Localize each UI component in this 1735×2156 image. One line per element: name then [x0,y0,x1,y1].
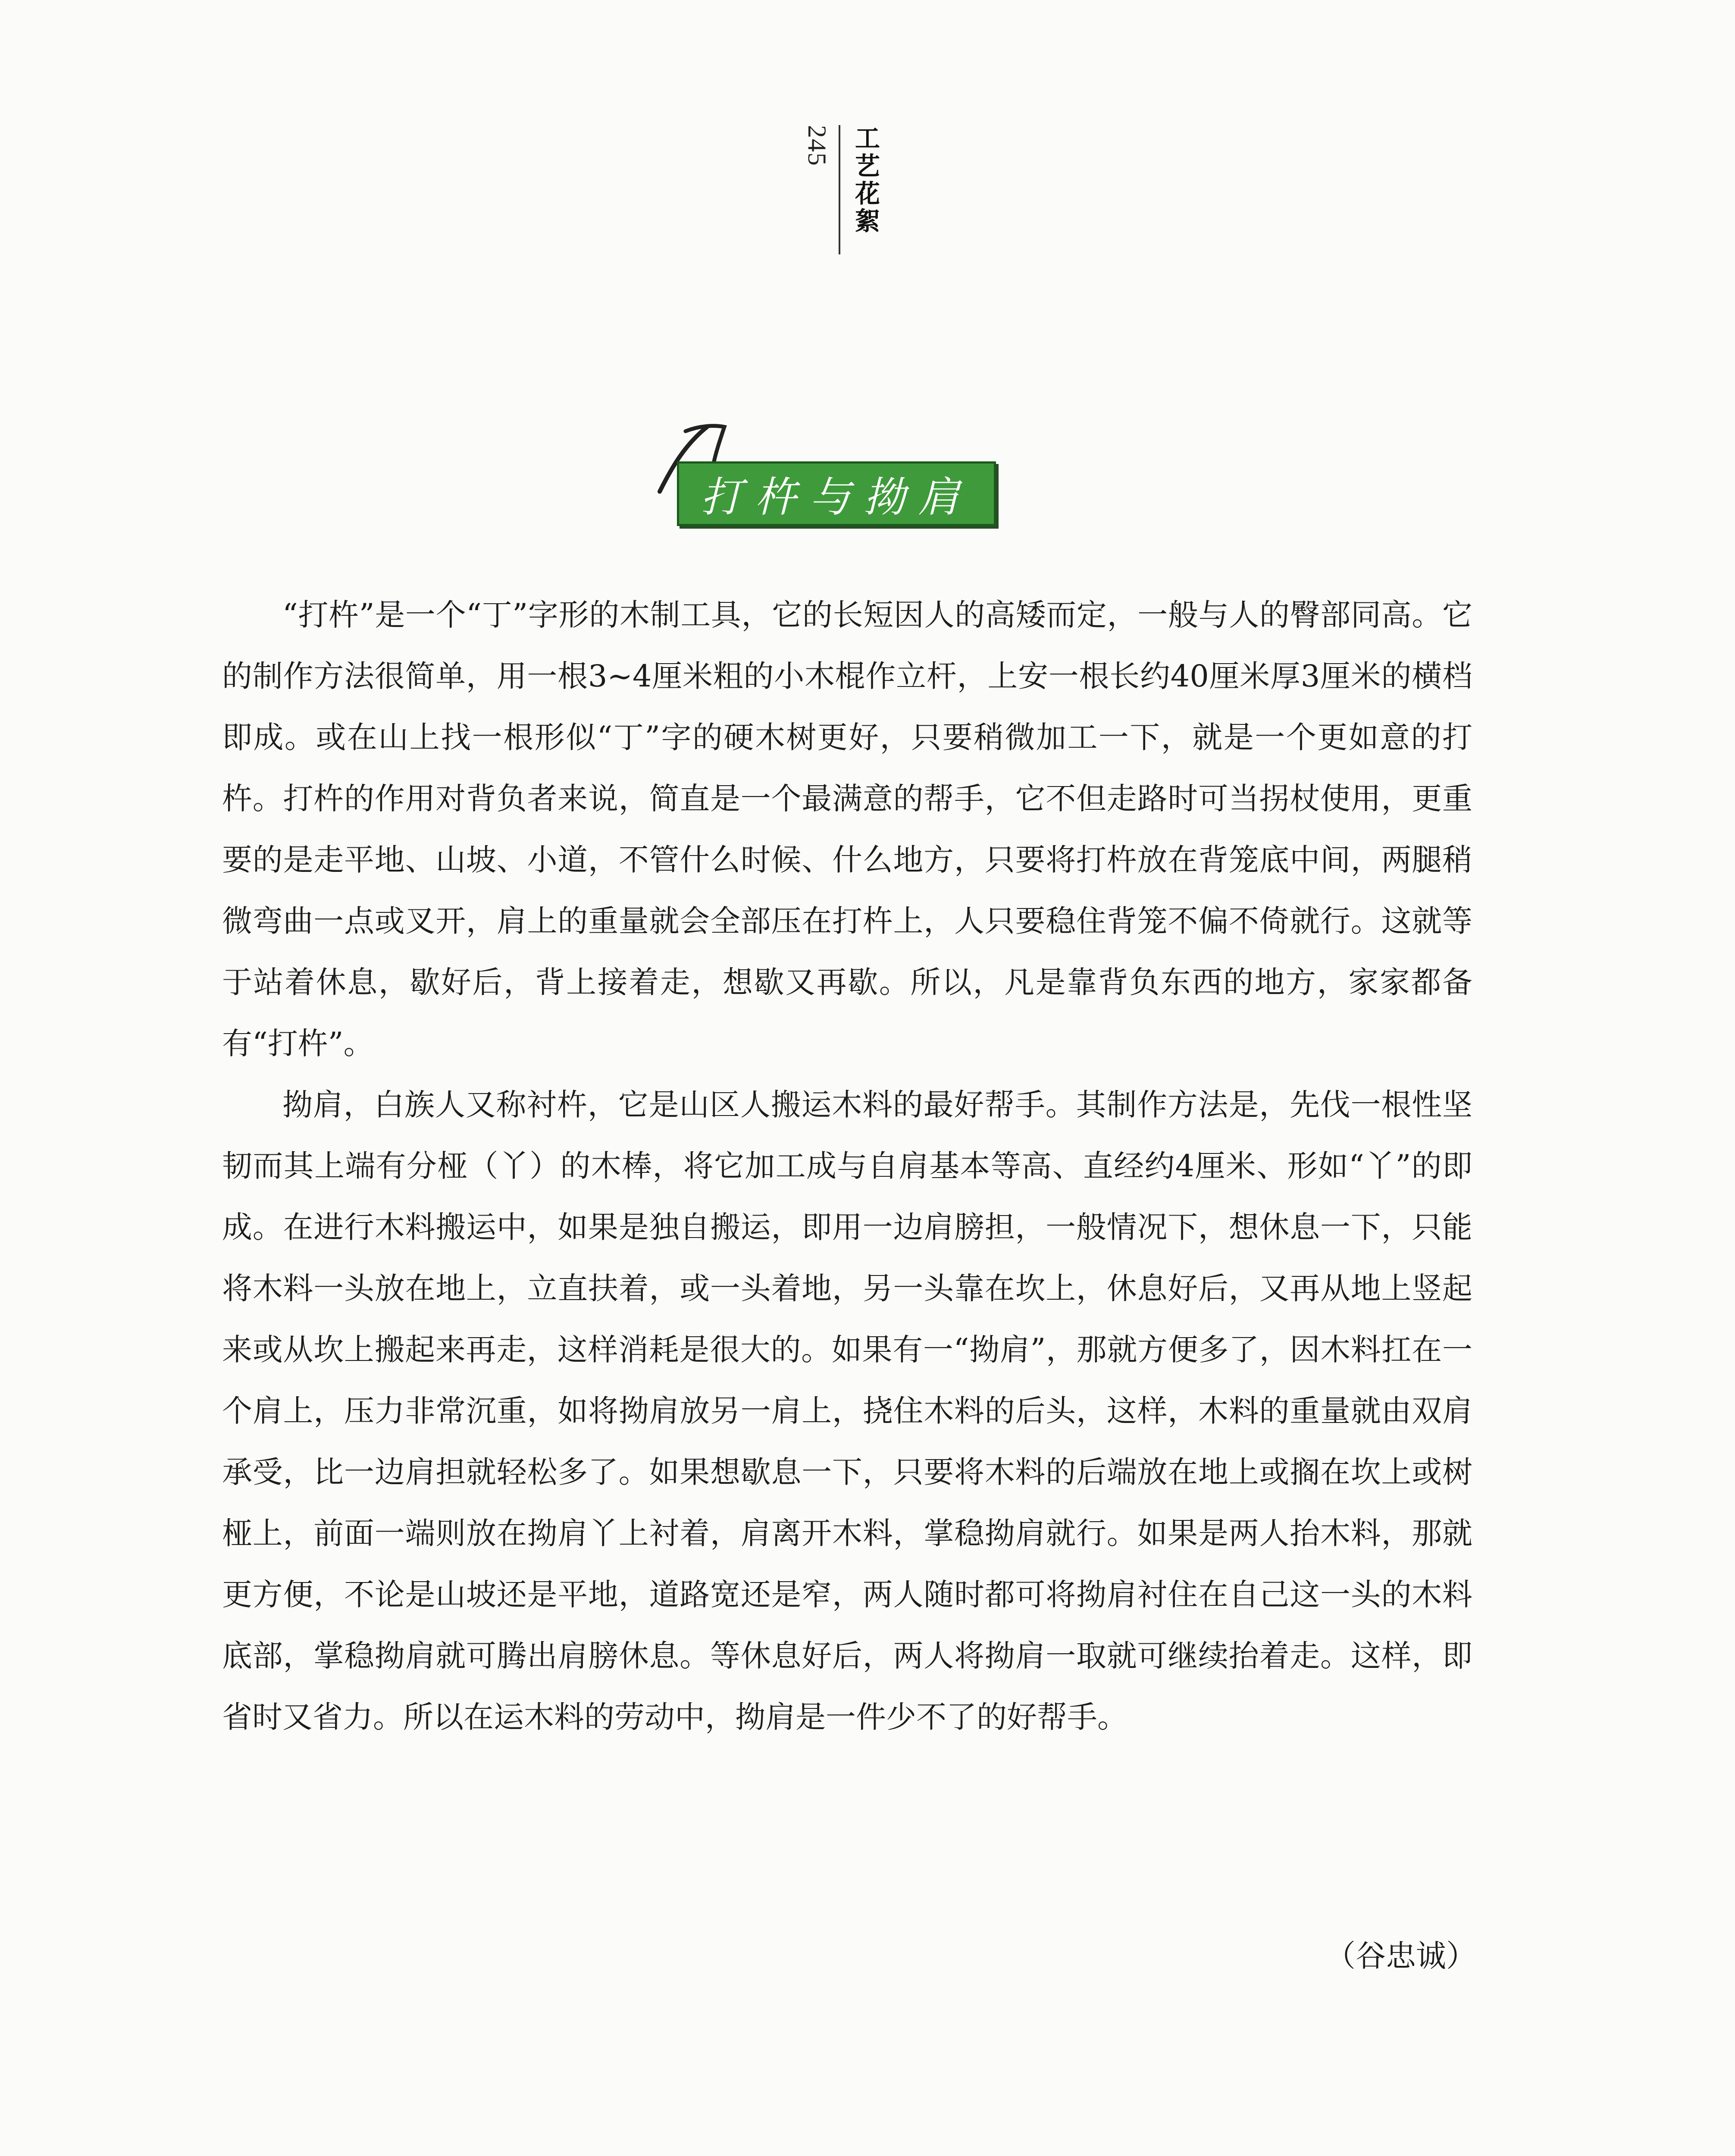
author-credit: （谷忠诚） [1325,1938,1476,1974]
paragraph: 拗肩，白族人又称衬杵，它是山区人搬运木料的最好帮手。其制作方法是，先伐一根性坚韧而其上端有分桠（丫）的木棒，将它加工成与自肩基本等高、直经约4厘米、形如“丫”的即成。在进行木料搬运中，如果是独自搬运，即用一边肩膀担，一般情况下，想休息一下，只能将木料一头放在地上，立直扶着，或一头着地，另一头靠在坎上，休息好后，又再从地上竖起来或从坎上搬起来再走，这样消耗是很大的。如果有一“拗肩”，那就方便多了，因木料扛在一个肩上，压力非常沉重，如将拗肩放另一肩上，挠住木料的后头，这样，木料的重量就由双肩承受，比一边肩担就轻松多了。如果想歇息一下，只要将木料的后端放在地上或搁在坎上或树桠上，前面一端则放在拗肩丫上衬着，肩离开木料，掌稳拗肩就行。如果是两人抬木料，那就更方便，不论是山坡还是平地，道路宽还是窄，两人随时都可将拗肩衬住在自己这一头的木料底部，掌稳拗肩就可腾出肩膀休息。等休息好后，两人将拗肩一取就可继续抬着走。这样，即省时又省力。所以在运木料的劳动中，拗肩是一件少不了的好帮手。 [222,1087,1472,1735]
page-number: 245 [802,125,840,254]
article-body [222,584,1472,1748]
running-header [802,125,880,267]
section-name: 工艺花絮 [851,125,880,235]
paragraph: “打杵”是一个“丁”字形的木制工具，它的长短因人的高矮而定，一般与人的臀部同高。它的制作方法很简单，用一根3~4厘米粗的小木棍作立杆，上安一根长约40厘米厚3厘米的横档即成。或在山上找一根形似“丁”字的硬木树更好，只要稍微加工一下，就是一个更如意的打杵。打杵的作用对背负者来说，简直是一个最满意的帮手，它不但走路时可当拐杖使用，更重要的是走平地、山坡、小道，不管什么时候、什么地方，只要将打杵放在背笼底中间，两腿稍微弯曲一点或叉开，肩上的重量就会全部压在打杵上，人只要稳住背笼不偏不倚就行。这就等于站着休息，歇好后，背上接着走，想歇又再歇。所以，凡是靠背负东西的地方，家家都备有“打杵”。 [222,597,1472,1061]
article-title-banner [677,461,996,526]
article-title: 打杵与拗肩 [701,473,972,521]
article-title-block [634,414,1005,535]
